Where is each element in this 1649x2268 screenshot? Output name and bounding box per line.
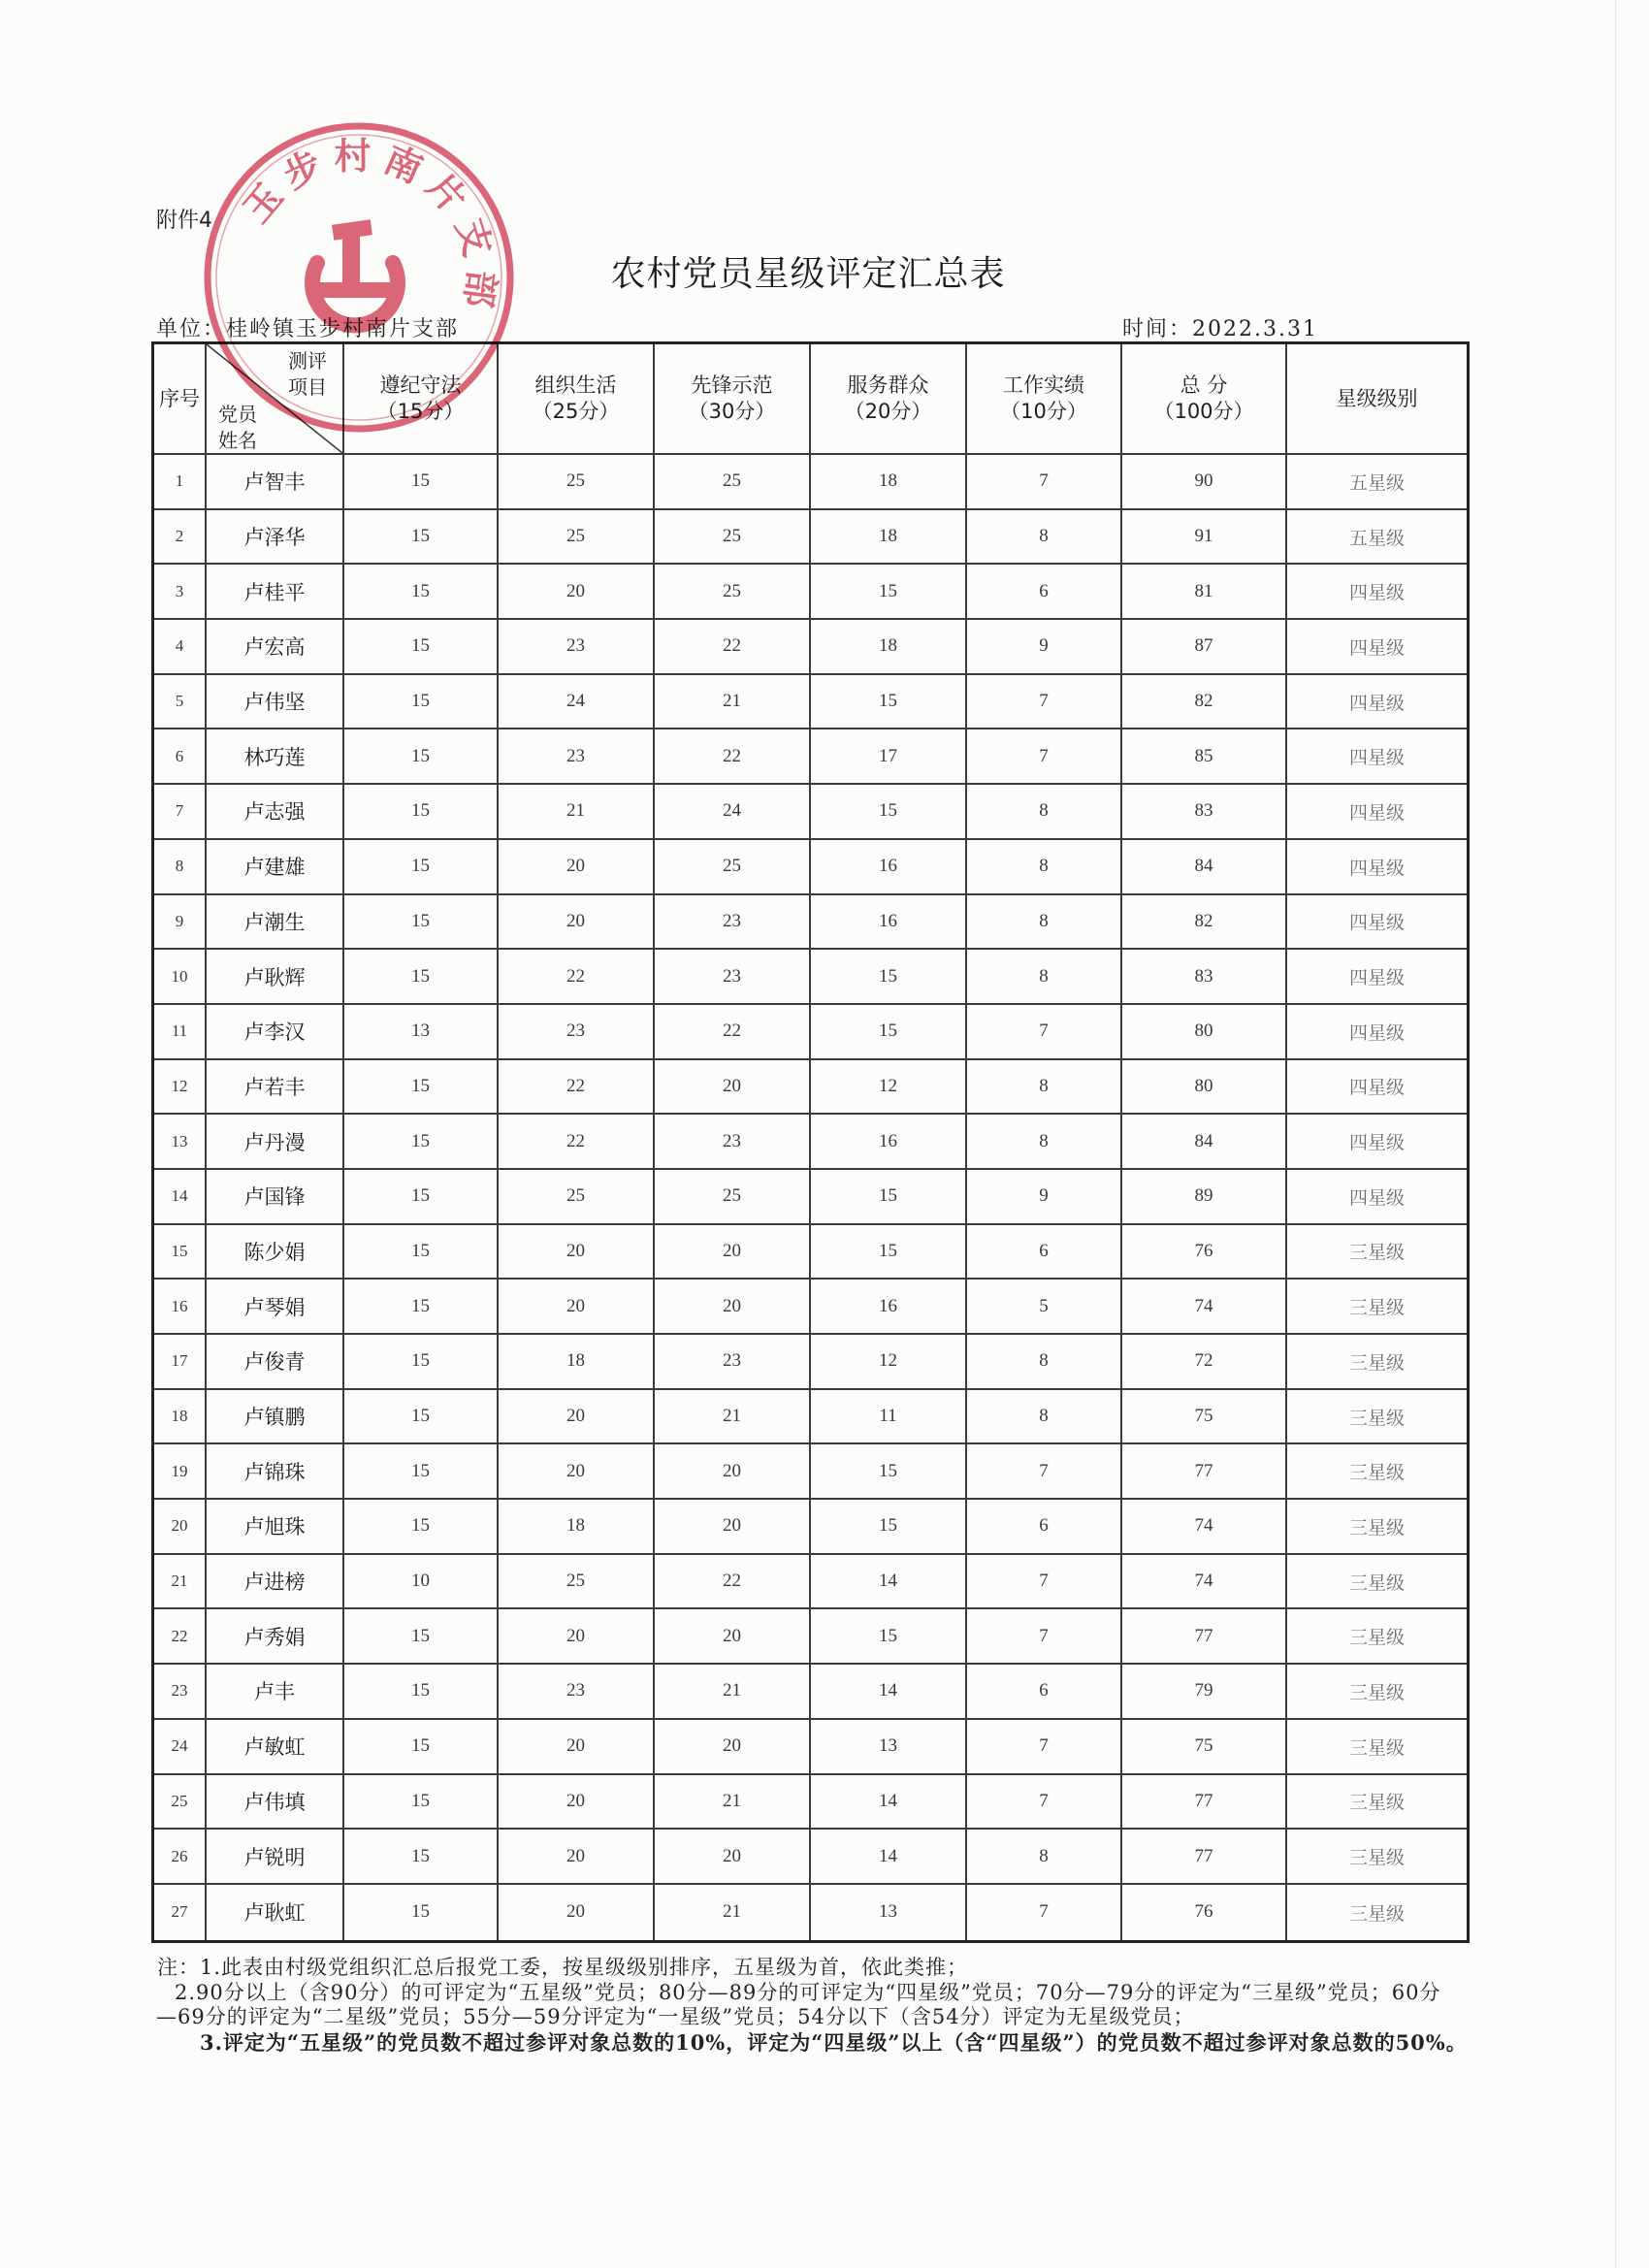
- row-number: 5: [154, 675, 207, 730]
- header-service-title: 服务群众: [847, 373, 929, 397]
- score-discipline: 15: [344, 1720, 499, 1775]
- score-performance: 9: [967, 620, 1122, 675]
- star-level: 三星级: [1287, 1390, 1467, 1445]
- star-level: 三星级: [1287, 1500, 1467, 1555]
- total-score: 74: [1122, 1500, 1287, 1555]
- score-org-life: 22: [499, 950, 655, 1005]
- score-service: 18: [811, 620, 967, 675]
- score-performance: 7: [967, 1775, 1122, 1831]
- score-discipline: 15: [344, 1665, 499, 1720]
- total-score: 82: [1122, 675, 1287, 730]
- row-number: 1: [154, 455, 207, 510]
- star-level: 三星级: [1287, 1555, 1467, 1610]
- scan-edge-line: [1615, 0, 1616, 2268]
- score-org-life: 20: [499, 1720, 655, 1775]
- row-number: 21: [154, 1555, 207, 1610]
- score-org-life: 20: [499, 840, 655, 895]
- star-level: 三星级: [1287, 1335, 1467, 1390]
- score-service: 15: [811, 1170, 967, 1225]
- member-name: 卢敏虹: [207, 1720, 344, 1775]
- star-level: 三星级: [1287, 1830, 1467, 1885]
- score-discipline: 15: [344, 1060, 499, 1116]
- score-vanguard: 23: [655, 895, 811, 951]
- header-index-label: 序号: [159, 386, 200, 410]
- score-discipline: 15: [344, 510, 499, 566]
- score-performance: 7: [967, 675, 1122, 730]
- header-member-name-line1: 党员: [218, 403, 257, 426]
- member-name: 卢志强: [207, 785, 344, 840]
- header-performance: [967, 344, 1122, 455]
- score-discipline: 15: [344, 729, 499, 785]
- member-name: 卢桂平: [207, 565, 344, 620]
- score-vanguard: 22: [655, 1555, 811, 1610]
- star-level: 五星级: [1287, 455, 1467, 510]
- header-vanguard-max: （30分）: [688, 400, 776, 423]
- score-org-life: 23: [499, 620, 655, 675]
- score-vanguard: 23: [655, 1335, 811, 1390]
- star-level: 四星级: [1287, 620, 1467, 675]
- score-org-life: 25: [499, 1555, 655, 1610]
- score-org-life: 20: [499, 1280, 655, 1335]
- score-org-life: 23: [499, 1005, 655, 1060]
- star-level: 三星级: [1287, 1775, 1467, 1831]
- total-score: 77: [1122, 1830, 1287, 1885]
- total-score: 90: [1122, 455, 1287, 510]
- score-discipline: 15: [344, 895, 499, 951]
- score-service: 16: [811, 1280, 967, 1335]
- score-performance: 8: [967, 840, 1122, 895]
- score-discipline: 15: [344, 1390, 499, 1445]
- score-discipline: 15: [344, 1885, 499, 1940]
- score-org-life: 22: [499, 1060, 655, 1116]
- member-name: 卢潮生: [207, 895, 344, 951]
- total-score: 77: [1122, 1444, 1287, 1500]
- member-name: 卢俊青: [207, 1335, 344, 1390]
- member-name: 卢耿辉: [207, 950, 344, 1005]
- total-score: 82: [1122, 895, 1287, 951]
- total-score: 85: [1122, 729, 1287, 785]
- total-score: 72: [1122, 1335, 1287, 1390]
- row-number: 9: [154, 895, 207, 951]
- score-service: 18: [811, 510, 967, 566]
- total-score: 75: [1122, 1720, 1287, 1775]
- member-name: 卢进榜: [207, 1555, 344, 1610]
- score-vanguard: 20: [655, 1060, 811, 1116]
- member-name: 卢旭珠: [207, 1500, 344, 1555]
- note-line-2: 2.90分以上（含90分）的可评定为“五星级”党员；80分—89分的可评定为“四星级”党员；70分—79分的评定为“三星级”党员；60分: [175, 1981, 1441, 2004]
- total-score: 80: [1122, 1060, 1287, 1116]
- score-performance: 7: [967, 1555, 1122, 1610]
- score-performance: 8: [967, 1060, 1122, 1116]
- star-level: 三星级: [1287, 1720, 1467, 1775]
- star-level: 三星级: [1287, 1609, 1467, 1665]
- score-org-life: 20: [499, 1885, 655, 1940]
- row-number: 25: [154, 1775, 207, 1831]
- score-service: 15: [811, 1609, 967, 1665]
- member-name: 卢李汉: [207, 1005, 344, 1060]
- total-score: 76: [1122, 1225, 1287, 1280]
- date-label: 时间：2022.3.31: [1122, 317, 1318, 341]
- score-service: 14: [811, 1665, 967, 1720]
- header-discipline-max: （15分）: [376, 400, 465, 423]
- total-score: 74: [1122, 1555, 1287, 1610]
- score-vanguard: 20: [655, 1830, 811, 1885]
- member-name: 林巧莲: [207, 729, 344, 785]
- score-discipline: 15: [344, 1830, 499, 1885]
- header-vanguard: [655, 344, 811, 455]
- score-performance: 7: [967, 455, 1122, 510]
- score-vanguard: 22: [655, 620, 811, 675]
- score-discipline: 15: [344, 1225, 499, 1280]
- row-number: 10: [154, 950, 207, 1005]
- unit-label: 单位：桂岭镇玉步村南片支部: [156, 317, 460, 341]
- score-vanguard: 20: [655, 1609, 811, 1665]
- total-score: 84: [1122, 1115, 1287, 1170]
- score-service: 14: [811, 1555, 967, 1610]
- star-level: 四星级: [1287, 675, 1467, 730]
- row-number: 18: [154, 1390, 207, 1445]
- header-star-level: [1287, 344, 1467, 455]
- row-number: 27: [154, 1885, 207, 1940]
- total-score: 89: [1122, 1170, 1287, 1225]
- score-vanguard: 21: [655, 1775, 811, 1831]
- star-level: 四星级: [1287, 729, 1467, 785]
- rating-summary-table: [151, 341, 1470, 1943]
- score-org-life: 22: [499, 1115, 655, 1170]
- score-vanguard: 20: [655, 1444, 811, 1500]
- score-service: 15: [811, 785, 967, 840]
- score-org-life: 20: [499, 1609, 655, 1665]
- score-vanguard: 25: [655, 840, 811, 895]
- score-org-life: 20: [499, 565, 655, 620]
- star-level: 四星级: [1287, 950, 1467, 1005]
- total-score: 76: [1122, 1885, 1287, 1940]
- score-discipline: 15: [344, 1500, 499, 1555]
- score-discipline: 10: [344, 1555, 499, 1610]
- score-service: 13: [811, 1885, 967, 1940]
- total-score: 75: [1122, 1390, 1287, 1445]
- row-number: 20: [154, 1500, 207, 1555]
- header-total-title: 总 分: [1180, 373, 1228, 397]
- row-number: 16: [154, 1280, 207, 1335]
- row-number: 4: [154, 620, 207, 675]
- score-org-life: 20: [499, 895, 655, 951]
- member-name: 卢丹漫: [207, 1115, 344, 1170]
- score-performance: 7: [967, 729, 1122, 785]
- score-service: 12: [811, 1335, 967, 1390]
- row-number: 15: [154, 1225, 207, 1280]
- score-vanguard: 21: [655, 1885, 811, 1940]
- score-vanguard: 20: [655, 1225, 811, 1280]
- score-service: 14: [811, 1775, 967, 1831]
- score-discipline: 15: [344, 565, 499, 620]
- member-name: 卢耿虹: [207, 1885, 344, 1940]
- header-performance-title: 工作实绩: [1003, 373, 1084, 397]
- member-name: 卢建雄: [207, 840, 344, 895]
- score-performance: 9: [967, 1170, 1122, 1225]
- score-service: 18: [811, 455, 967, 510]
- attachment-label: 附件4: [156, 209, 212, 233]
- header-member-name-line2: 姓名: [218, 429, 257, 452]
- score-performance: 8: [967, 950, 1122, 1005]
- score-service: 15: [811, 1444, 967, 1500]
- star-level: 三星级: [1287, 1225, 1467, 1280]
- score-discipline: 15: [344, 1280, 499, 1335]
- score-org-life: 20: [499, 1775, 655, 1831]
- score-vanguard: 25: [655, 455, 811, 510]
- score-service: 12: [811, 1060, 967, 1116]
- score-org-life: 20: [499, 1390, 655, 1445]
- score-performance: 7: [967, 1444, 1122, 1500]
- total-score: 84: [1122, 840, 1287, 895]
- header-performance-max: （10分）: [1000, 400, 1087, 423]
- score-performance: 8: [967, 1830, 1122, 1885]
- score-performance: 7: [967, 1885, 1122, 1940]
- score-performance: 8: [967, 895, 1122, 951]
- score-service: 11: [811, 1390, 967, 1445]
- score-service: 15: [811, 1500, 967, 1555]
- header-total: [1122, 344, 1287, 455]
- total-score: 81: [1122, 565, 1287, 620]
- score-org-life: 20: [499, 1444, 655, 1500]
- row-number: 8: [154, 840, 207, 895]
- score-service: 15: [811, 1225, 967, 1280]
- row-number: 6: [154, 729, 207, 785]
- score-vanguard: 25: [655, 565, 811, 620]
- header-org-life: [499, 344, 655, 455]
- score-discipline: 15: [344, 1115, 499, 1170]
- score-discipline: 15: [344, 785, 499, 840]
- member-name: 卢镇鹏: [207, 1390, 344, 1445]
- score-discipline: 15: [344, 1609, 499, 1665]
- score-service: 15: [811, 1005, 967, 1060]
- score-discipline: 15: [344, 1775, 499, 1831]
- score-service: 15: [811, 950, 967, 1005]
- star-level: 三星级: [1287, 1280, 1467, 1335]
- header-service-max: （20分）: [844, 400, 932, 423]
- score-org-life: 18: [499, 1335, 655, 1390]
- score-org-life: 18: [499, 1500, 655, 1555]
- party-emblem-icon: [312, 219, 398, 325]
- score-org-life: 20: [499, 1225, 655, 1280]
- score-performance: 7: [967, 1005, 1122, 1060]
- score-vanguard: 21: [655, 1390, 811, 1445]
- score-discipline: 15: [344, 1335, 499, 1390]
- star-level: 四星级: [1287, 565, 1467, 620]
- score-performance: 6: [967, 1665, 1122, 1720]
- star-level: 四星级: [1287, 1005, 1467, 1060]
- member-name: 卢智丰: [207, 455, 344, 510]
- star-level: 四星级: [1287, 1060, 1467, 1116]
- score-org-life: 24: [499, 675, 655, 730]
- score-org-life: 25: [499, 510, 655, 566]
- row-number: 7: [154, 785, 207, 840]
- score-performance: 8: [967, 1115, 1122, 1170]
- member-name: 卢丰: [207, 1665, 344, 1720]
- star-level: 四星级: [1287, 1170, 1467, 1225]
- score-performance: 6: [967, 1225, 1122, 1280]
- member-name: 卢琴娟: [207, 1280, 344, 1335]
- score-service: 17: [811, 729, 967, 785]
- score-performance: 8: [967, 510, 1122, 566]
- score-service: 16: [811, 895, 967, 951]
- score-performance: 5: [967, 1280, 1122, 1335]
- total-score: 91: [1122, 510, 1287, 566]
- score-service: 15: [811, 675, 967, 730]
- score-vanguard: 25: [655, 1170, 811, 1225]
- row-number: 13: [154, 1115, 207, 1170]
- row-number: 3: [154, 565, 207, 620]
- score-performance: 8: [967, 1390, 1122, 1445]
- total-score: 87: [1122, 620, 1287, 675]
- score-vanguard: 20: [655, 1280, 811, 1335]
- total-score: 83: [1122, 950, 1287, 1005]
- score-discipline: 15: [344, 1444, 499, 1500]
- score-discipline: 15: [344, 675, 499, 730]
- star-level: 四星级: [1287, 895, 1467, 951]
- total-score: 80: [1122, 1005, 1287, 1060]
- row-number: 2: [154, 510, 207, 566]
- header-total-max: （100分）: [1153, 400, 1254, 423]
- header-vanguard-title: 先锋示范: [691, 373, 773, 397]
- score-discipline: 13: [344, 1005, 499, 1060]
- member-name: 卢泽华: [207, 510, 344, 566]
- score-org-life: 25: [499, 1170, 655, 1225]
- header-org-life-max: （25分）: [532, 400, 620, 423]
- row-number: 24: [154, 1720, 207, 1775]
- score-discipline: 15: [344, 620, 499, 675]
- score-vanguard: 22: [655, 1005, 811, 1060]
- total-score: 83: [1122, 785, 1287, 840]
- note-line-1: 注：1.此表由村级党组织汇总后报党工委，按星级级别排序，五星级为首，依此类推；: [157, 1956, 969, 1979]
- header-evaluation-items-line2: 项目: [288, 375, 327, 399]
- star-level: 五星级: [1287, 510, 1467, 566]
- row-number: 11: [154, 1005, 207, 1060]
- member-name: 陈少娟: [207, 1225, 344, 1280]
- star-level: 四星级: [1287, 785, 1467, 840]
- score-vanguard: 22: [655, 729, 811, 785]
- score-vanguard: 20: [655, 1500, 811, 1555]
- score-vanguard: 21: [655, 675, 811, 730]
- note-line-3: —69分的评定为“二星级”党员；55分—59分评定为“一星级”党员；54分以下（含54分）评定为无星级党员；: [156, 2005, 1195, 2028]
- score-performance: 6: [967, 565, 1122, 620]
- document-title: 农村党员星级评定汇总表: [610, 254, 1006, 294]
- total-score: 74: [1122, 1280, 1287, 1335]
- score-performance: 8: [967, 1335, 1122, 1390]
- member-name: 卢锦珠: [207, 1444, 344, 1500]
- header-discipline-title: 遵纪守法: [379, 373, 462, 397]
- row-number: 17: [154, 1335, 207, 1390]
- score-vanguard: 23: [655, 1115, 811, 1170]
- member-name: 卢宏高: [207, 620, 344, 675]
- score-discipline: 15: [344, 950, 499, 1005]
- header-org-life-title: 组织生活: [534, 373, 617, 397]
- total-score: 77: [1122, 1775, 1287, 1831]
- member-name: 卢若丰: [207, 1060, 344, 1116]
- score-discipline: 15: [344, 1170, 499, 1225]
- star-level: 三星级: [1287, 1665, 1467, 1720]
- star-level: 四星级: [1287, 1115, 1467, 1170]
- score-org-life: 25: [499, 455, 655, 510]
- row-number: 12: [154, 1060, 207, 1116]
- member-name: 卢秀娟: [207, 1609, 344, 1665]
- note-line-4: 3.评定为“五星级”的党员数不超过参评对象总数的10%，评定为“四星级”以上（含“四星级”）的党员数不超过参评对象总数的50%。: [200, 2030, 1468, 2055]
- score-service: 13: [811, 1720, 967, 1775]
- score-org-life: 21: [499, 785, 655, 840]
- row-number: 14: [154, 1170, 207, 1225]
- seal-text: 玉步村南片支部: [235, 134, 503, 320]
- star-level: 三星级: [1348, 1902, 1405, 1925]
- score-vanguard: 20: [655, 1720, 811, 1775]
- member-name: 卢伟填: [207, 1775, 344, 1831]
- score-discipline: 15: [344, 455, 499, 510]
- score-org-life: 20: [499, 1830, 655, 1885]
- official-seal: [199, 117, 519, 437]
- score-performance: 7: [967, 1720, 1122, 1775]
- score-vanguard: 25: [655, 510, 811, 566]
- member-name: 卢伟坚: [207, 675, 344, 730]
- star-level: 四星级: [1287, 840, 1467, 895]
- member-name: 卢国锋: [207, 1170, 344, 1225]
- score-service: 16: [811, 840, 967, 895]
- row-number: 19: [154, 1444, 207, 1500]
- score-vanguard: 24: [655, 785, 811, 840]
- header-service: [811, 344, 967, 455]
- row-number: 23: [154, 1665, 207, 1720]
- total-score: 79: [1122, 1665, 1287, 1720]
- row-number: 26: [154, 1830, 207, 1885]
- header-star-level-label: 星级级别: [1336, 386, 1418, 410]
- score-performance: 7: [967, 1609, 1122, 1665]
- member-name: 卢锐明: [207, 1830, 344, 1885]
- score-performance: 6: [967, 1500, 1122, 1555]
- total-score: 77: [1122, 1609, 1287, 1665]
- score-service: 15: [811, 565, 967, 620]
- score-org-life: 23: [499, 1665, 655, 1720]
- star-level: 三星级: [1287, 1444, 1467, 1500]
- score-vanguard: 23: [655, 950, 811, 1005]
- score-discipline: 15: [344, 840, 499, 895]
- score-service: 16: [811, 1115, 967, 1170]
- score-vanguard: 21: [655, 1665, 811, 1720]
- score-service: 14: [811, 1830, 967, 1885]
- score-performance: 8: [967, 785, 1122, 840]
- score-org-life: 23: [499, 729, 655, 785]
- header-evaluation-items-line1: 测评: [288, 349, 327, 373]
- row-number: 22: [154, 1609, 207, 1665]
